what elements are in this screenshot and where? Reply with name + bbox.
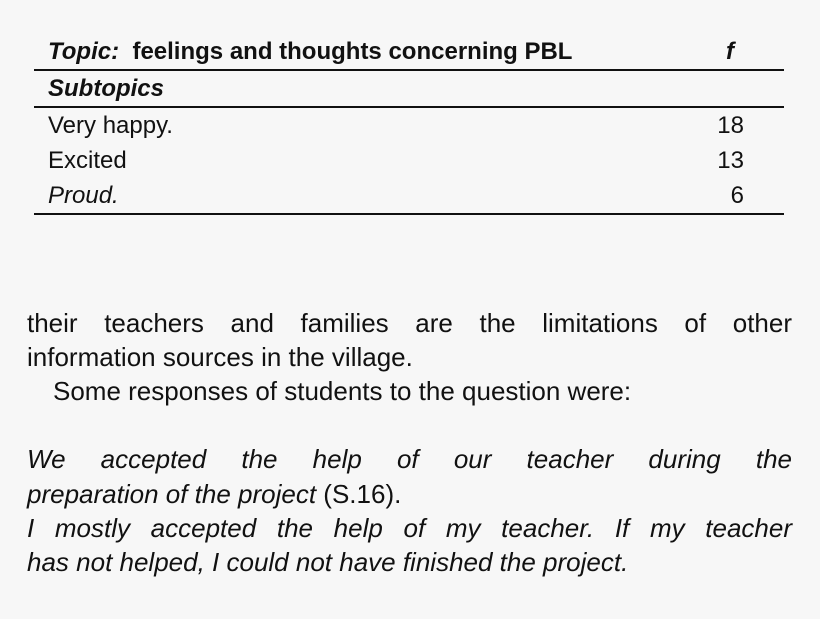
body-line-2: information sources in the village. xyxy=(27,342,413,372)
quote-1-reference: (S.16). xyxy=(316,479,402,509)
quote-2-line-2: has not helped, I could not have finished the project. xyxy=(27,547,629,577)
subtopics-row xyxy=(34,71,784,106)
quote-2-line-1: I mostly accepted the help of my teacher. If my teacher xyxy=(27,513,792,543)
body-line-1: their teachers and families are the limitations of other xyxy=(27,308,792,338)
frequency-table xyxy=(34,34,784,215)
row-label: Excited xyxy=(48,147,127,174)
table-topic-heading xyxy=(48,38,572,66)
quote-1-line-1: We accepted the help of our teacher during the xyxy=(27,444,792,474)
row-value: 6 xyxy=(730,182,744,209)
quote-1-text: preparation of the project xyxy=(27,479,317,509)
table-row xyxy=(34,108,784,143)
row-value: 18 xyxy=(717,112,744,139)
row-label: Proud. xyxy=(48,182,119,209)
table-row xyxy=(34,143,784,178)
topic-text: feelings and thoughts concerning PBL xyxy=(132,38,573,65)
quote-1-line-2 xyxy=(27,477,792,511)
table-header-row xyxy=(34,34,784,69)
topic-label: Topic: xyxy=(48,38,120,65)
body-line-3: Some responses of students to the question were: xyxy=(53,376,632,406)
subtopics-label: Subtopics xyxy=(48,75,165,102)
row-label: Very happy. xyxy=(48,112,173,139)
row-value: 13 xyxy=(717,147,744,174)
frequency-header: f xyxy=(726,38,734,65)
table-rule-bottom xyxy=(34,213,784,215)
table-row xyxy=(34,178,784,213)
